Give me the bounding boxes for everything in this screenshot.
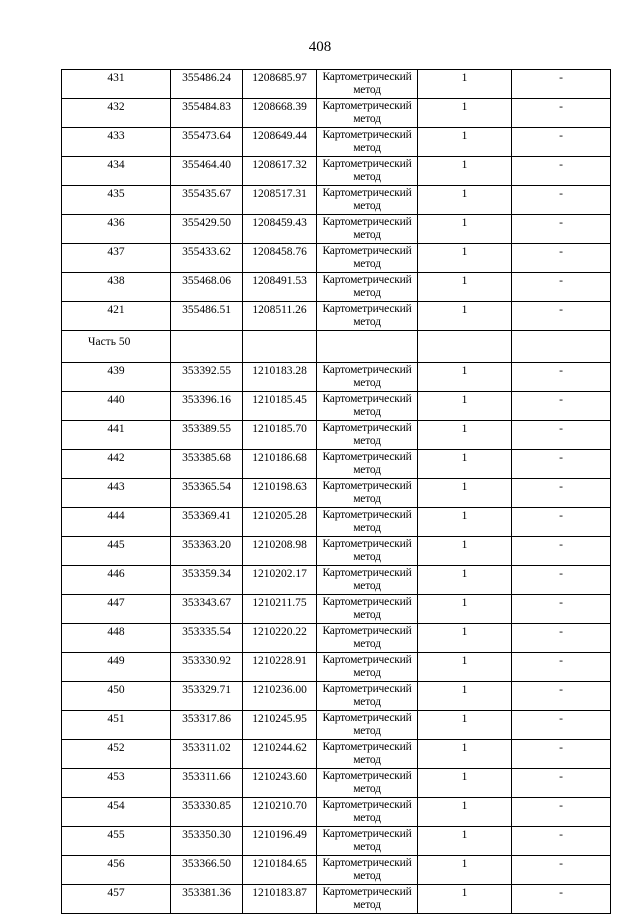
method-cell: Картометрический метод: [317, 450, 418, 479]
y-coordinate-cell: 1210208.98: [243, 537, 317, 566]
point-number-cell: 446: [62, 566, 171, 595]
description-cell: -: [512, 70, 611, 99]
point-number-cell: 449: [62, 653, 171, 682]
table-row: [62, 99, 611, 128]
table-row: [62, 128, 611, 157]
description-cell: -: [512, 595, 611, 624]
y-coordinate-cell: 1210220.22: [243, 624, 317, 653]
y-coordinate-cell: 1208668.39: [243, 99, 317, 128]
accuracy-cell: 1: [418, 711, 512, 740]
x-coordinate-cell: 353343.67: [171, 595, 243, 624]
method-cell: Картометрический метод: [317, 186, 418, 215]
x-coordinate-cell: 353369.41: [171, 508, 243, 537]
accuracy-cell: 1: [418, 479, 512, 508]
method-cell: Картометрический метод: [317, 624, 418, 653]
section-label: Часть 50: [62, 331, 171, 363]
point-number-cell: 433: [62, 128, 171, 157]
x-coordinate-cell: 353363.20: [171, 537, 243, 566]
point-number-cell: 450: [62, 682, 171, 711]
x-coordinate-cell: 353311.02: [171, 740, 243, 769]
method-cell: Картометрический метод: [317, 798, 418, 827]
table-row: [62, 157, 611, 186]
table-row: [62, 421, 611, 450]
y-coordinate-cell: 1208458.76: [243, 244, 317, 273]
table-row: [62, 302, 611, 331]
table-row: [62, 595, 611, 624]
table-row: [62, 450, 611, 479]
method-cell: Картометрический метод: [317, 537, 418, 566]
coordinates-table: [61, 69, 611, 914]
section-row-group: [62, 331, 611, 363]
x-coordinate-cell: 355435.67: [171, 186, 243, 215]
accuracy-cell: 1: [418, 566, 512, 595]
table-row: [62, 711, 611, 740]
empty-cell: [243, 331, 317, 363]
point-number-cell: 441: [62, 421, 171, 450]
accuracy-cell: 1: [418, 537, 512, 566]
x-coordinate-cell: 353330.85: [171, 798, 243, 827]
empty-cell: [512, 331, 611, 363]
accuracy-cell: 1: [418, 157, 512, 186]
point-number-cell: 443: [62, 479, 171, 508]
y-coordinate-cell: 1210243.60: [243, 769, 317, 798]
accuracy-cell: 1: [418, 827, 512, 856]
table-row: [62, 70, 611, 99]
y-coordinate-cell: 1210205.28: [243, 508, 317, 537]
method-cell: Картометрический метод: [317, 302, 418, 331]
accuracy-cell: 1: [418, 769, 512, 798]
description-cell: -: [512, 479, 611, 508]
table-row: [62, 682, 611, 711]
description-cell: -: [512, 885, 611, 914]
method-cell: Картометрический метод: [317, 392, 418, 421]
description-cell: -: [512, 566, 611, 595]
description-cell: -: [512, 157, 611, 186]
description-cell: -: [512, 537, 611, 566]
method-cell: Картометрический метод: [317, 99, 418, 128]
description-cell: -: [512, 244, 611, 273]
accuracy-cell: 1: [418, 856, 512, 885]
table-row: [62, 186, 611, 215]
description-cell: -: [512, 450, 611, 479]
method-cell: Картометрический метод: [317, 653, 418, 682]
point-number-cell: 435: [62, 186, 171, 215]
y-coordinate-cell: 1210184.65: [243, 856, 317, 885]
description-cell: -: [512, 421, 611, 450]
accuracy-cell: 1: [418, 128, 512, 157]
y-coordinate-cell: 1210211.75: [243, 595, 317, 624]
table-row: [62, 653, 611, 682]
x-coordinate-cell: 353365.54: [171, 479, 243, 508]
point-number-cell: 432: [62, 99, 171, 128]
y-coordinate-cell: 1210196.49: [243, 827, 317, 856]
description-cell: -: [512, 740, 611, 769]
point-number-cell: 453: [62, 769, 171, 798]
description-cell: -: [512, 711, 611, 740]
accuracy-cell: 1: [418, 885, 512, 914]
method-cell: Картометрический метод: [317, 682, 418, 711]
y-coordinate-cell: 1210228.91: [243, 653, 317, 682]
point-number-cell: 439: [62, 363, 171, 392]
empty-cell: [418, 331, 512, 363]
y-coordinate-cell: 1208459.43: [243, 215, 317, 244]
x-coordinate-cell: 353317.86: [171, 711, 243, 740]
description-cell: -: [512, 827, 611, 856]
method-cell: Картометрический метод: [317, 421, 418, 450]
method-cell: Картометрический метод: [317, 711, 418, 740]
point-number-cell: 444: [62, 508, 171, 537]
method-cell: Картометрический метод: [317, 885, 418, 914]
table-row: [62, 363, 611, 392]
point-number-cell: 447: [62, 595, 171, 624]
point-number-cell: 445: [62, 537, 171, 566]
x-coordinate-cell: 355484.83: [171, 99, 243, 128]
x-coordinate-cell: 353350.30: [171, 827, 243, 856]
y-coordinate-cell: 1208649.44: [243, 128, 317, 157]
point-number-cell: 454: [62, 798, 171, 827]
y-coordinate-cell: 1210236.00: [243, 682, 317, 711]
point-number-cell: 440: [62, 392, 171, 421]
accuracy-cell: 1: [418, 215, 512, 244]
x-coordinate-cell: 353335.54: [171, 624, 243, 653]
x-coordinate-cell: 355486.51: [171, 302, 243, 331]
description-cell: -: [512, 363, 611, 392]
accuracy-cell: 1: [418, 244, 512, 273]
description-cell: -: [512, 99, 611, 128]
description-cell: -: [512, 508, 611, 537]
point-number-cell: 437: [62, 244, 171, 273]
x-coordinate-cell: 353385.68: [171, 450, 243, 479]
accuracy-cell: 1: [418, 70, 512, 99]
x-coordinate-cell: 353389.55: [171, 421, 243, 450]
y-coordinate-cell: 1208491.53: [243, 273, 317, 302]
point-number-cell: 457: [62, 885, 171, 914]
accuracy-cell: 1: [418, 273, 512, 302]
point-number-cell: 442: [62, 450, 171, 479]
description-cell: -: [512, 302, 611, 331]
x-coordinate-cell: 353392.55: [171, 363, 243, 392]
x-coordinate-cell: 353311.66: [171, 769, 243, 798]
x-coordinate-cell: 355486.24: [171, 70, 243, 99]
x-coordinate-cell: 353366.50: [171, 856, 243, 885]
point-number-cell: 421: [62, 302, 171, 331]
x-coordinate-cell: 353381.36: [171, 885, 243, 914]
section-row: [62, 331, 611, 363]
empty-cell: [317, 331, 418, 363]
y-coordinate-cell: 1210202.17: [243, 566, 317, 595]
point-number-cell: 448: [62, 624, 171, 653]
page-number: 408: [308, 39, 332, 55]
y-coordinate-cell: 1208517.31: [243, 186, 317, 215]
table-row: [62, 537, 611, 566]
table-row: [62, 798, 611, 827]
x-coordinate-cell: 353396.16: [171, 392, 243, 421]
accuracy-cell: 1: [418, 186, 512, 215]
x-coordinate-cell: 355433.62: [171, 244, 243, 273]
description-cell: -: [512, 798, 611, 827]
table-row: [62, 479, 611, 508]
table-row: [62, 244, 611, 273]
method-cell: Картометрический метод: [317, 70, 418, 99]
table-row: [62, 215, 611, 244]
x-coordinate-cell: 355468.06: [171, 273, 243, 302]
y-coordinate-cell: 1208685.97: [243, 70, 317, 99]
accuracy-cell: 1: [418, 99, 512, 128]
x-coordinate-cell: 353359.34: [171, 566, 243, 595]
empty-cell: [171, 331, 243, 363]
description-cell: -: [512, 273, 611, 302]
x-coordinate-cell: 355464.40: [171, 157, 243, 186]
table-row: [62, 566, 611, 595]
description-cell: -: [512, 215, 611, 244]
method-cell: Картометрический метод: [317, 157, 418, 186]
description-cell: -: [512, 392, 611, 421]
table-row: [62, 856, 611, 885]
table-row: [62, 392, 611, 421]
accuracy-cell: 1: [418, 392, 512, 421]
y-coordinate-cell: 1210198.63: [243, 479, 317, 508]
method-cell: Картометрический метод: [317, 128, 418, 157]
table-row: [62, 827, 611, 856]
x-coordinate-cell: 355429.50: [171, 215, 243, 244]
point-number-cell: 455: [62, 827, 171, 856]
accuracy-cell: 1: [418, 302, 512, 331]
accuracy-cell: 1: [418, 421, 512, 450]
description-cell: -: [512, 624, 611, 653]
method-cell: Картометрический метод: [317, 769, 418, 798]
description-cell: -: [512, 186, 611, 215]
method-cell: Картометрический метод: [317, 479, 418, 508]
method-cell: Картометрический метод: [317, 740, 418, 769]
table-body-a: [62, 70, 611, 331]
method-cell: Картометрический метод: [317, 827, 418, 856]
table-row: [62, 508, 611, 537]
accuracy-cell: 1: [418, 624, 512, 653]
accuracy-cell: 1: [418, 798, 512, 827]
point-number-cell: 434: [62, 157, 171, 186]
accuracy-cell: 1: [418, 508, 512, 537]
method-cell: Картометрический метод: [317, 856, 418, 885]
y-coordinate-cell: 1210186.68: [243, 450, 317, 479]
table-row: [62, 624, 611, 653]
method-cell: Картометрический метод: [317, 595, 418, 624]
y-coordinate-cell: 1210183.28: [243, 363, 317, 392]
x-coordinate-cell: 353329.71: [171, 682, 243, 711]
description-cell: -: [512, 682, 611, 711]
description-cell: -: [512, 128, 611, 157]
point-number-cell: 456: [62, 856, 171, 885]
y-coordinate-cell: 1208511.26: [243, 302, 317, 331]
method-cell: Картометрический метод: [317, 508, 418, 537]
accuracy-cell: 1: [418, 682, 512, 711]
accuracy-cell: 1: [418, 363, 512, 392]
table-row: [62, 769, 611, 798]
description-cell: -: [512, 769, 611, 798]
point-number-cell: 452: [62, 740, 171, 769]
method-cell: Картометрический метод: [317, 215, 418, 244]
table-row: [62, 740, 611, 769]
description-cell: -: [512, 653, 611, 682]
table-row: [62, 273, 611, 302]
method-cell: Картометрический метод: [317, 273, 418, 302]
point-number-cell: 438: [62, 273, 171, 302]
accuracy-cell: 1: [418, 740, 512, 769]
method-cell: Картометрический метод: [317, 244, 418, 273]
accuracy-cell: 1: [418, 653, 512, 682]
accuracy-cell: 1: [418, 450, 512, 479]
point-number-cell: 451: [62, 711, 171, 740]
y-coordinate-cell: 1210244.62: [243, 740, 317, 769]
x-coordinate-cell: 355473.64: [171, 128, 243, 157]
y-coordinate-cell: 1210245.95: [243, 711, 317, 740]
table-row: [62, 885, 611, 914]
x-coordinate-cell: 353330.92: [171, 653, 243, 682]
y-coordinate-cell: 1210183.87: [243, 885, 317, 914]
point-number-cell: 436: [62, 215, 171, 244]
method-cell: Картометрический метод: [317, 566, 418, 595]
method-cell: Картометрический метод: [317, 363, 418, 392]
y-coordinate-cell: 1210210.70: [243, 798, 317, 827]
accuracy-cell: 1: [418, 595, 512, 624]
table-body-b: [62, 363, 611, 914]
y-coordinate-cell: 1208617.32: [243, 157, 317, 186]
point-number-cell: 431: [62, 70, 171, 99]
description-cell: -: [512, 856, 611, 885]
y-coordinate-cell: 1210185.70: [243, 421, 317, 450]
y-coordinate-cell: 1210185.45: [243, 392, 317, 421]
